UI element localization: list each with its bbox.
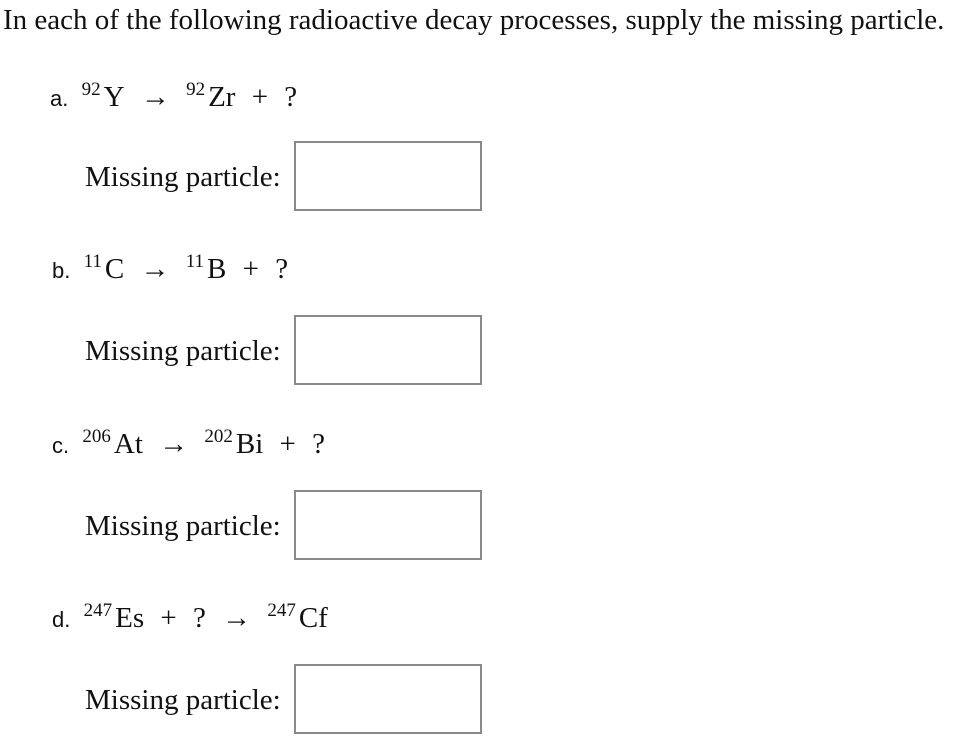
- plus-b: +: [242, 253, 259, 285]
- reactant-mass-b: 11: [83, 251, 102, 272]
- answer-input-d[interactable]: [294, 664, 482, 734]
- question-label-b: b.: [52, 258, 71, 283]
- question-label-d: d.: [52, 607, 71, 632]
- arrow-b: →: [140, 253, 170, 285]
- product-mass-d: 247: [267, 600, 296, 621]
- reactant-symbol-c: At: [113, 428, 143, 460]
- answer-label-b: Missing particle:: [85, 335, 281, 367]
- product-nuclide-d: [267, 601, 328, 633]
- answer-input-a[interactable]: [294, 141, 482, 211]
- product-symbol-d: Cf: [298, 602, 328, 634]
- reactant-mass-a: 92: [81, 79, 101, 100]
- product-symbol-a: Zr: [208, 81, 236, 113]
- product-nuclide-b: [186, 252, 227, 284]
- product-mass-a: 92: [186, 79, 206, 100]
- product-symbol-c: Bi: [235, 428, 264, 460]
- answer-label-c: Missing particle:: [85, 510, 281, 542]
- equation-b: [52, 252, 288, 284]
- arrow-d: →: [222, 602, 252, 634]
- question-prompt: In each of the following radioactive decay processes, supply the missing particle.: [3, 4, 945, 36]
- reactant-symbol-d: Es: [115, 602, 145, 634]
- plus-c: +: [279, 428, 296, 460]
- product-symbol-b: B: [207, 253, 227, 285]
- plus-d: +: [160, 602, 177, 634]
- answer-input-c[interactable]: [294, 490, 482, 560]
- unknown-b: ?: [275, 253, 289, 285]
- answer-input-b[interactable]: [294, 315, 482, 385]
- arrow-a: →: [140, 81, 170, 113]
- unknown-c: ?: [312, 428, 326, 460]
- reactant-mass-d: 247: [83, 600, 113, 621]
- product-mass-b: 11: [185, 251, 205, 272]
- question-label-c: c.: [52, 433, 70, 458]
- reactant-nuclide-b: [84, 252, 125, 284]
- question-label-a: a.: [50, 86, 69, 111]
- reactant-mass-c: 206: [82, 426, 111, 447]
- equation-c: [52, 427, 325, 459]
- reactant-symbol-b: C: [104, 253, 125, 285]
- reactant-nuclide-d: [84, 601, 145, 633]
- product-mass-c: 202: [204, 426, 233, 447]
- reactant-nuclide-c: [82, 427, 143, 459]
- equation-a: [50, 80, 297, 112]
- plus-a: +: [251, 81, 269, 113]
- reactant-symbol-a: Y: [103, 81, 125, 113]
- reactant-nuclide-a: [82, 80, 125, 112]
- product-nuclide-c: [204, 427, 263, 459]
- unknown-d: ?: [192, 602, 206, 634]
- product-nuclide-a: [186, 80, 235, 112]
- unknown-a: ?: [284, 81, 298, 113]
- answer-label-d: Missing particle:: [85, 684, 281, 716]
- answer-label-a: Missing particle:: [85, 161, 281, 193]
- arrow-c: →: [159, 428, 189, 460]
- equation-d: [52, 601, 328, 633]
